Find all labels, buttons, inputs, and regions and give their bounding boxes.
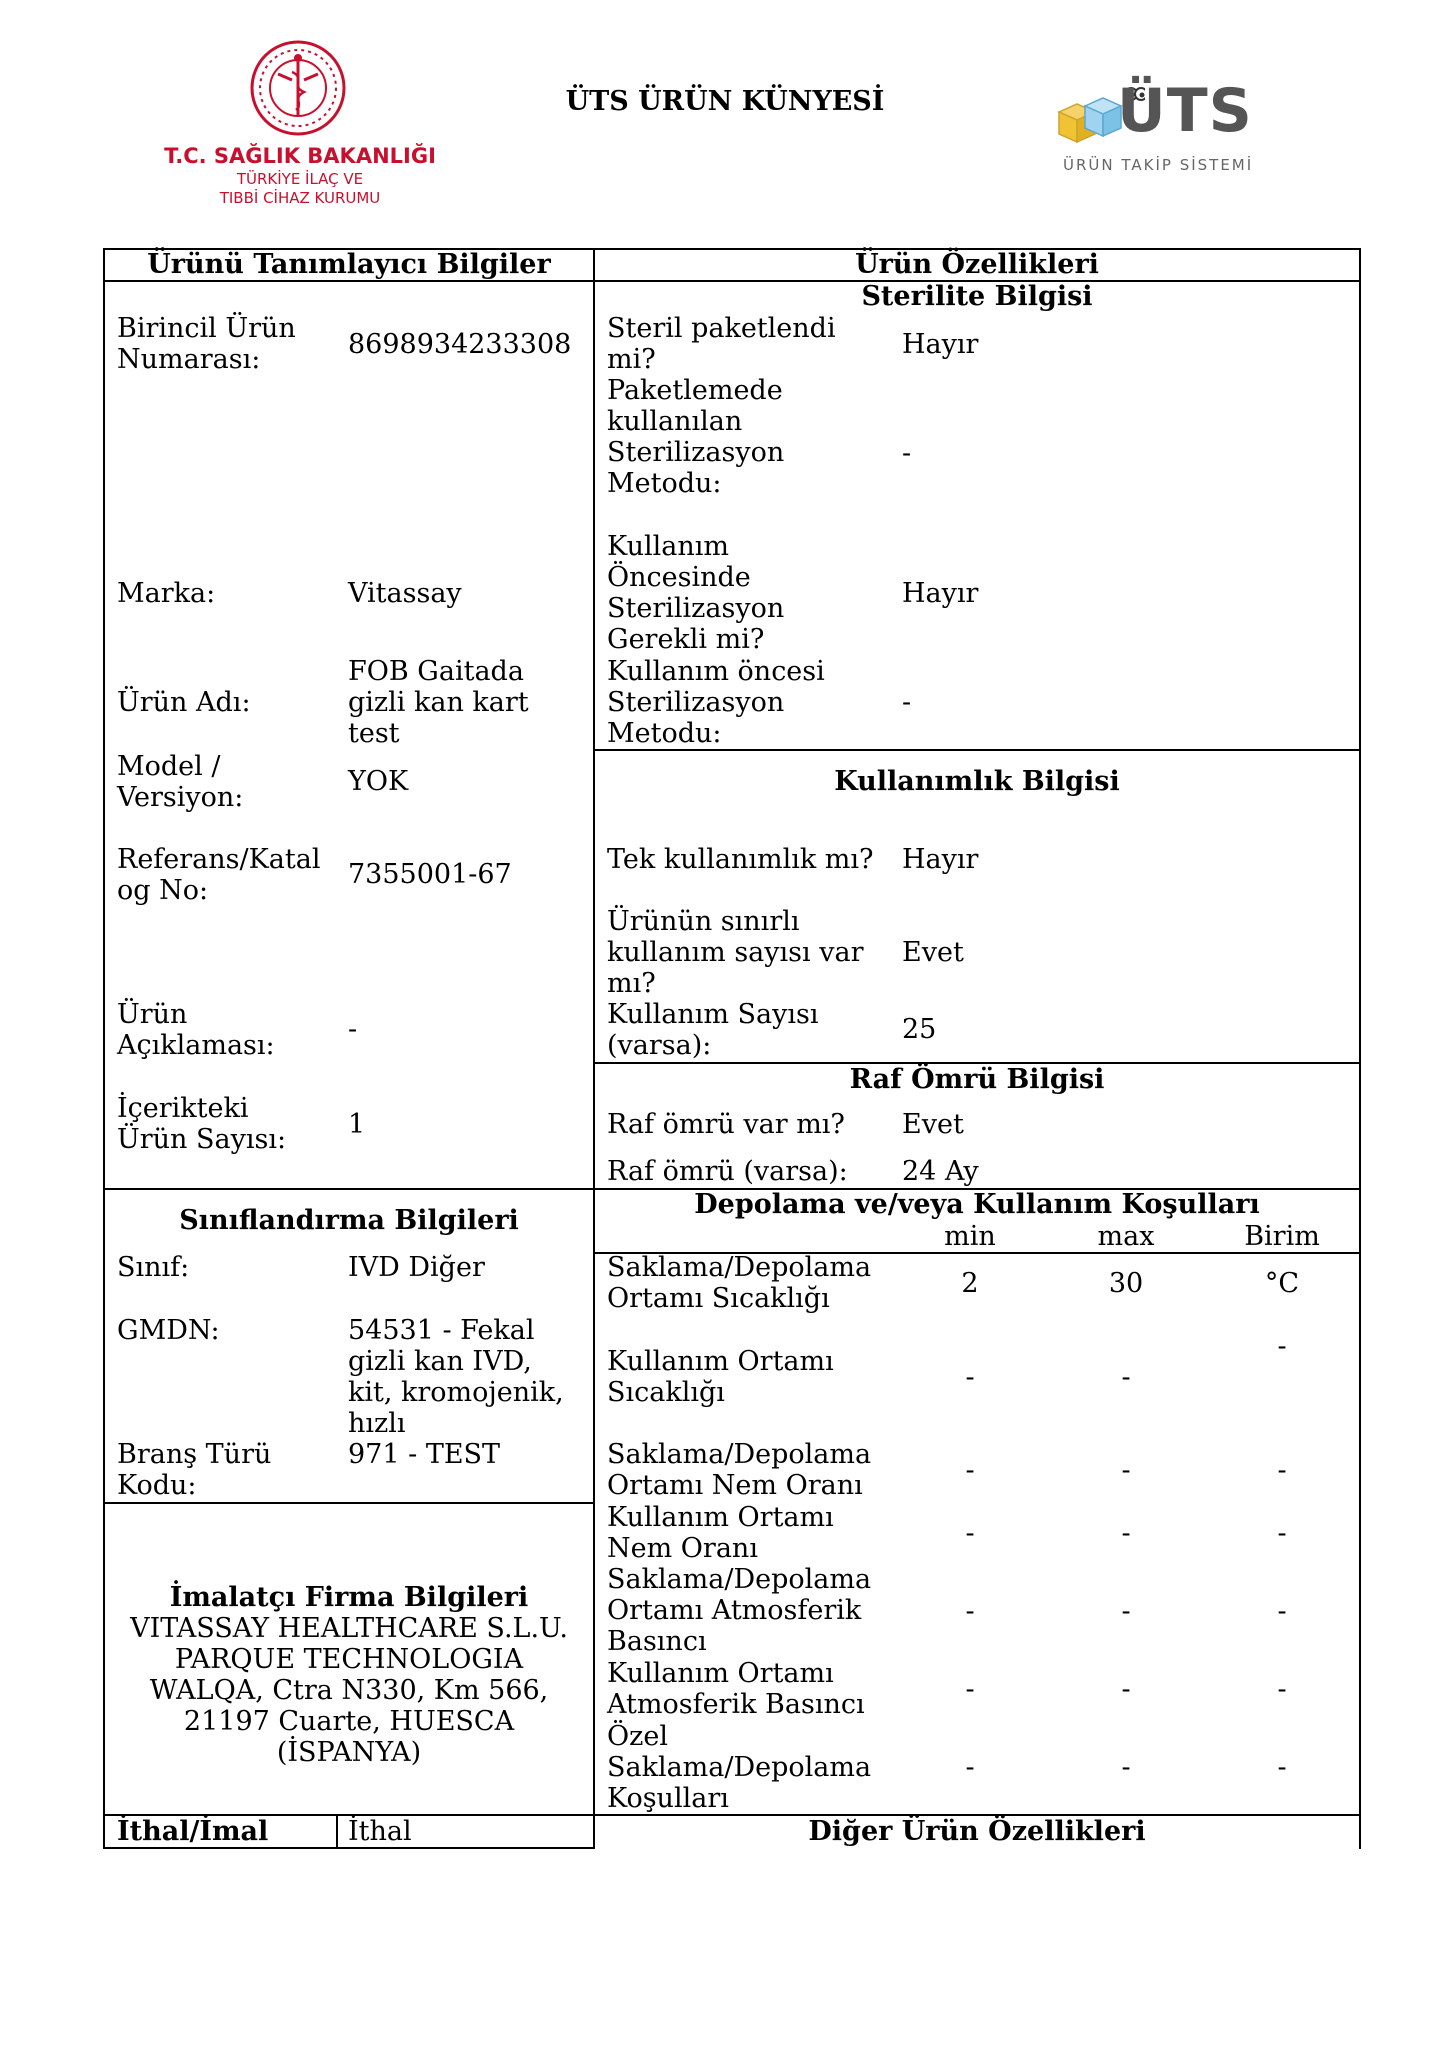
storage-col-max: max — [1097, 1221, 1155, 1252]
sterility-heading: Sterilite Bilgisi — [861, 281, 1093, 312]
reference-label: Referans/Katal og No: — [117, 844, 321, 906]
storage-row-unit: - — [1277, 1752, 1287, 1783]
model-version-label: Model / Versiyon: — [117, 751, 244, 813]
storage-row-min: - — [965, 1362, 975, 1393]
storage-row-unit: - — [1277, 1674, 1287, 1705]
use-count-label: Kullanım Sayısı (varsa): — [607, 999, 819, 1061]
description-value: - — [348, 1014, 358, 1045]
packaging-method-value: - — [902, 438, 912, 469]
storage-row-min: - — [965, 1674, 975, 1705]
storage-row-max: - — [1121, 1362, 1131, 1393]
shelf-life-exists-label: Raf ömrü var mı? — [607, 1109, 845, 1140]
primary-number-label: Birincil Ürün Numarası: — [117, 313, 296, 375]
storage-row-label: Kullanım Ortamı Atmosferik Basıncı — [607, 1658, 865, 1720]
class-value: IVD Diğer — [348, 1252, 485, 1283]
uts-wordmark: ÜTS — [1117, 76, 1253, 146]
storage-row-unit: - — [1277, 1596, 1287, 1627]
product-name-value: FOB Gaitada gizli kan kart test — [348, 656, 529, 749]
identification-heading: Ürünü Tanımlayıcı Bilgiler — [147, 249, 551, 280]
brand-value: Vitassay — [348, 578, 462, 609]
limited-use-label: Ürünün sınırlı kullanım sayısı var mı? — [607, 906, 864, 999]
storage-row-min: - — [965, 1596, 975, 1627]
storage-row-max: 30 — [1108, 1268, 1144, 1299]
storage-row-unit: - — [1277, 1518, 1287, 1549]
storage-row-max: - — [1121, 1518, 1131, 1549]
other-features-heading: Diğer Ürün Özellikleri — [808, 1816, 1146, 1847]
pre-use-sterilization-value: Hayır — [902, 578, 979, 609]
classification-heading: Sınıflandırma Bilgileri — [179, 1205, 519, 1236]
brand-label: Marka: — [117, 578, 216, 609]
content-count-label: İçerikteki Ürün Sayısı: — [117, 1093, 287, 1155]
pre-use-method-value: - — [902, 687, 912, 718]
sterile-packed-label: Steril paketlendi mi? — [607, 313, 836, 375]
model-version-value: YOK — [348, 766, 409, 797]
storage-row-min: - — [965, 1752, 975, 1783]
storage-row-min: - — [965, 1455, 975, 1486]
moh-subtitle: TÜRKİYE İLAÇ VE TIBBİ CİHAZ KURUMU — [219, 170, 381, 207]
storage-row-unit: °C — [1264, 1268, 1300, 1299]
pre-use-method-label: Kullanım öncesi Sterilizasyon Metodu: — [607, 656, 825, 749]
page-title: ÜTS ÜRÜN KÜNYESİ — [565, 86, 885, 117]
moh-logo — [160, 38, 440, 213]
storage-row-max: - — [1121, 1674, 1131, 1705]
class-label: Sınıf: — [117, 1252, 190, 1283]
manufacturer-address: VITASSAY HEALTHCARE S.L.U. PARQUE TECHNOLOGIA WALQA, Ctra N330, Km 566, 21197 Cuarte, HUESCA (İSPANYA) — [130, 1613, 568, 1768]
import-value: İthal — [348, 1816, 412, 1847]
storage-row-max: - — [1121, 1596, 1131, 1627]
storage-row-max: - — [1121, 1752, 1131, 1783]
storage-row-label: Saklama/Depolama Ortamı Sıcaklığı — [607, 1252, 872, 1314]
description-label: Ürün Açıklaması: — [117, 999, 275, 1061]
single-use-value: Hayır — [902, 844, 979, 875]
storage-row-min: - — [965, 1518, 975, 1549]
gmdn-label: GMDN: — [117, 1315, 220, 1346]
moh-emblem-icon — [248, 38, 348, 138]
storage-row-min: 2 — [961, 1268, 979, 1299]
shelf-life-exists-value: Evet — [902, 1109, 964, 1140]
limited-use-value: Evet — [902, 937, 964, 968]
uts-logo — [1055, 76, 1285, 180]
shelf-life-heading: Raf Ömrü Bilgisi — [849, 1064, 1105, 1095]
sterile-packed-value: Hayır — [902, 329, 979, 360]
storage-col-unit: Birim — [1244, 1221, 1320, 1252]
storage-row-label: Özel Saklama/Depolama Koşulları — [607, 1721, 872, 1814]
product-name-label: Ürün Adı: — [117, 687, 251, 718]
shelf-life-label: Raf ömrü (varsa): — [607, 1156, 848, 1187]
pre-use-sterilization-label: Kullanım Öncesinde Sterilizasyon Gerekli mi? — [607, 531, 785, 655]
import-label: İthal/İmal — [117, 1816, 269, 1847]
branch-code-label: Branş Türü Kodu: — [117, 1439, 272, 1501]
manufacturer-heading: İmalatçı Firma Bilgileri — [169, 1582, 529, 1613]
storage-heading: Depolama ve/veya Kullanım Koşulları — [694, 1189, 1260, 1220]
branch-code-value: 971 - TEST — [348, 1439, 501, 1470]
single-use-label: Tek kullanımlık mı? — [607, 844, 874, 875]
storage-row-label: Kullanım Ortamı Sıcaklığı — [607, 1346, 834, 1408]
use-count-value: 25 — [902, 1014, 937, 1045]
features-heading: Ürün Özellikleri — [855, 249, 1099, 280]
usage-heading: Kullanımlık Bilgisi — [834, 766, 1120, 797]
primary-number-value: 8698934233308 — [348, 329, 572, 360]
storage-row-label: Kullanım Ortamı Nem Oranı — [607, 1502, 834, 1564]
content-count-value: 1 — [348, 1109, 366, 1140]
storage-row-unit: - — [1277, 1455, 1287, 1486]
shelf-life-value: 24 Ay — [902, 1156, 979, 1187]
storage-row-label: Saklama/Depolama Ortamı Nem Oranı — [607, 1439, 872, 1501]
reference-value: 7355001-67 — [348, 859, 512, 890]
gmdn-value: 54531 - Fekal gizli kan IVD, kit, kromojenik, hızlı — [348, 1315, 564, 1439]
storage-row-max: - — [1121, 1455, 1131, 1486]
storage-row-label: Saklama/Depolama Ortamı Atmosferik Basıncı — [607, 1564, 872, 1657]
moh-name: T.C. SAĞLIK BAKANLIĞI — [164, 144, 436, 168]
storage-row-unit: - — [1277, 1331, 1287, 1362]
storage-col-min: min — [944, 1221, 996, 1252]
uts-subtitle: ÜRÜN TAKİP SİSTEMİ — [1063, 156, 1254, 174]
packaging-method-label: Paketlemede kullanılan Sterilizasyon Metodu: — [607, 375, 785, 499]
